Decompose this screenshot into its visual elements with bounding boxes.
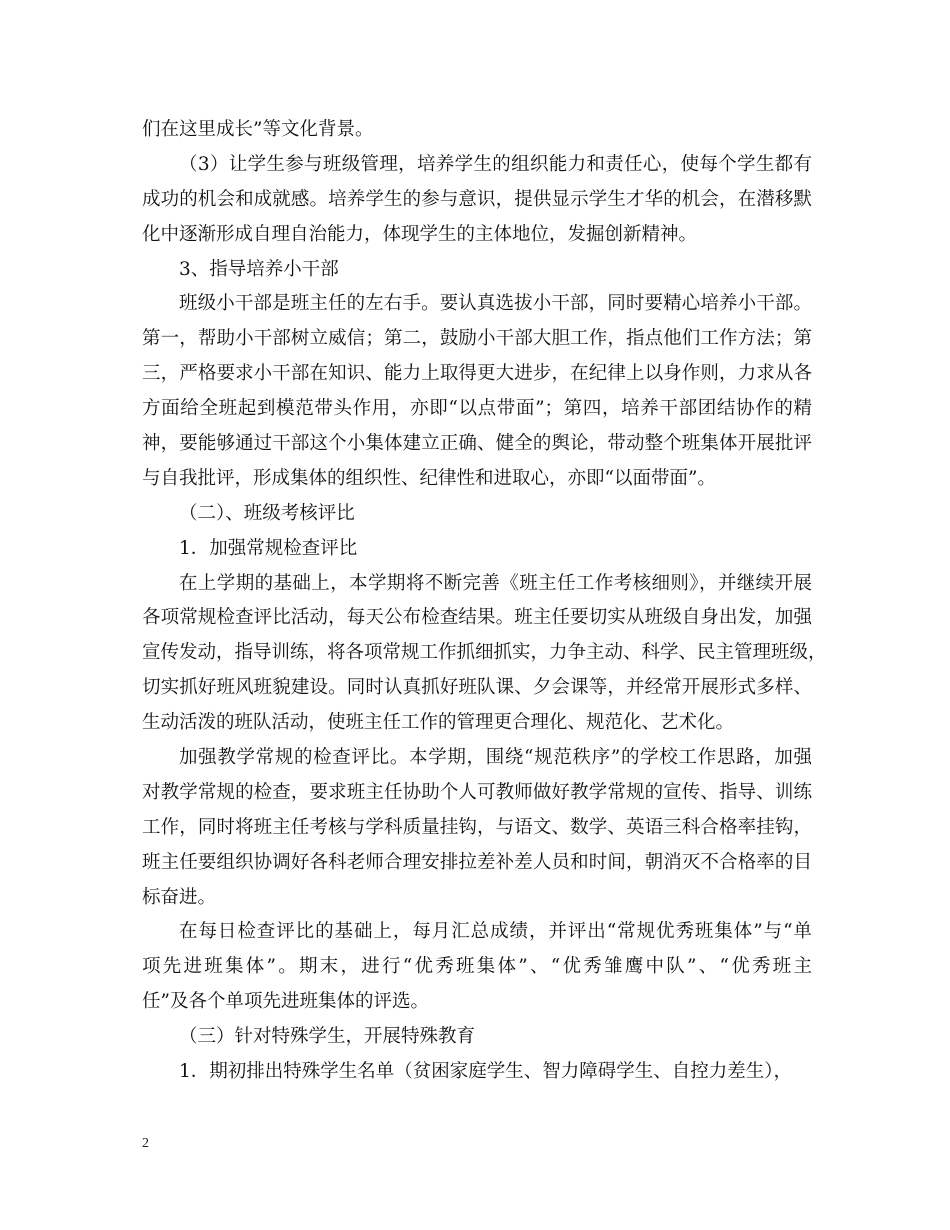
paragraph-line: 标奋进。 [142,886,217,908]
paragraph-line: 工作，同时将班主任考核与学科质量挂钩，与语文、数学、英语三科合格率挂钩， [142,816,812,838]
paragraph-line: 切实抓好班风班貌建设。同时认真抓好班队课、夕会课等，并经常开展形式多样、 [142,677,812,699]
paragraph-line: 班级小干部是班主任的左右手。要认真选拔小干部，同时要精心培养小干部。 [179,293,812,315]
paragraph-line: 加强教学常规的检查评比。本学期，围绕“规范秩序”的学校工作思路，加强 [179,747,812,769]
paragraph-line: 各项常规检查评比活动，每天公布检查结果。班主任要切实从班级自身出发，加强 [142,607,812,629]
paragraph-line: 化中逐渐形成自理自治能力，体现学生的主体地位，发掘创新精神。 [142,223,698,245]
paragraph-line: 1．期初排出特殊学生名单（贫困家庭学生、智力障碍学生、自控力差生）， [179,1061,793,1083]
paragraph-line: 宣传发动，指导训练，将各项常规工作抓细抓实，力争主动、科学、民主管理班级， [142,642,827,664]
paragraph-line: 们在这里成长”等文化背景。 [142,119,374,140]
page-number: 2 [142,1136,149,1151]
paragraph-line: 在每日检查评比的基础上，每月汇总成绩，并评出“常规优秀班集体”与“单 [179,921,812,943]
subsection-heading: 1．加强常规检查评比 [179,537,358,559]
paragraph-line: （3）让学生参与班级管理，培养学生的组织能力和责任心，使每个学生都有 [179,153,812,175]
section-heading: （二）、班级考核评比 [179,502,355,524]
paragraph-line: 生动活泼的班队活动，使班主任工作的管理更合理化、规范化、艺术化。 [142,712,735,734]
paragraph-line: 三，严格要求小干部在知识、能力上取得更大进步，在纪律上以身作则，力求从各 [142,363,812,385]
paragraph-line: 班主任要组织协调好各科老师合理安排拉差补差人员和时间，朝消灭不合格率的目 [142,851,812,873]
section-heading: 3、指导培养小干部 [179,258,339,280]
paragraph-line: 任”及各个单项先进班集体的评选。 [142,991,429,1013]
paragraph-line: 方面给全班起到模范带头作用，亦即“以点带面”；第四，培养干部团结协作的精 [142,398,812,420]
section-heading: （三）针对特殊学生，开展特殊教育 [179,1026,476,1048]
paragraph-line: 与自我批评，形成集体的组织性、纪律性和进取心，亦即“以面带面”。 [142,467,716,489]
document-body [142,113,827,1090]
paragraph-line: 项先进班集体”。期末，进行“优秀班集体”、“优秀雏鹰中队”、“优秀班主 [142,956,812,978]
paragraph-line: 对教学常规的检查，要求班主任协助个人可教师做好教学常规的宣传、指导、训练 [142,781,812,803]
paragraph-line: 第一，帮助小干部树立威信；第二，鼓励小干部大胆工作，指点他们工作方法；第 [142,328,812,350]
paragraph-line: 成功的机会和成就感。培养学生的参与意识，提供显示学生才华的机会，在潜移默 [142,188,812,210]
paragraph-line: 在上学期的基础上，本学期将不断完善《班主任工作考核细则》，并继续开展 [179,572,812,594]
paragraph-line: 神，要能够通过干部这个小集体建立正确、健全的舆论，带动整个班集体开展批评 [142,433,812,455]
